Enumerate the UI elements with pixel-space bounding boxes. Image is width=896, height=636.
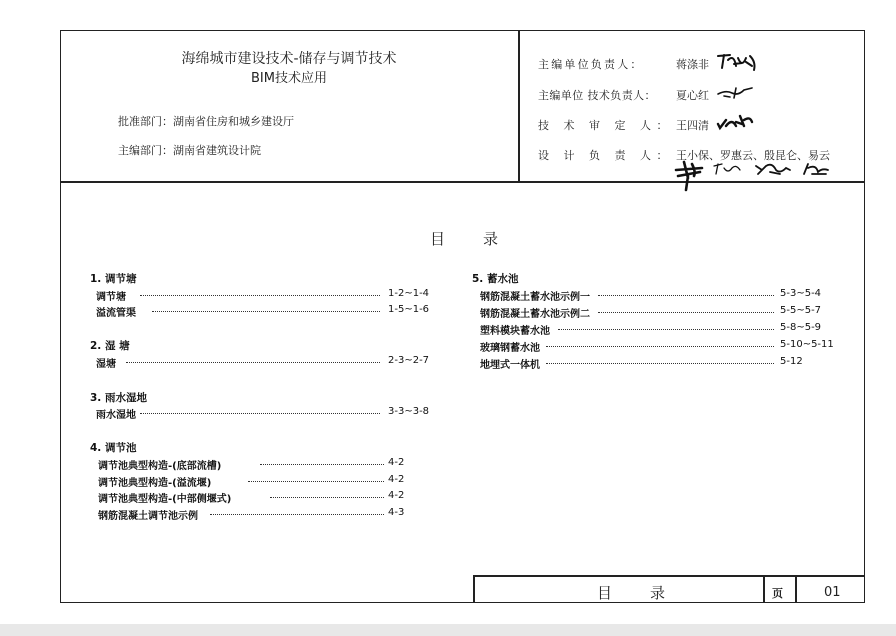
- toc-entry[interactable]: [480, 305, 840, 319]
- resp-label: 主编单位负责人：: [538, 58, 644, 71]
- resp-label: 技 术 审 定 人：: [538, 119, 673, 132]
- resp-name-designer: 王小保、罗惠云、殷昆仑、易云: [676, 149, 830, 162]
- toc-leader-dots: [270, 497, 384, 498]
- toc-leader-dots: [140, 413, 380, 414]
- toc-heading: 目录: [430, 230, 537, 248]
- toc-entry-label: 调节池典型构造-(中部侧堰式): [98, 494, 232, 505]
- toc-entry-label: 雨水湿地: [96, 410, 136, 421]
- title-block-title: 目录: [597, 584, 704, 602]
- toc-entry-pages: 4-3: [388, 507, 405, 518]
- toc-entry-label: 玻璃钢蓄水池: [480, 343, 540, 354]
- toc-entry-pages: 5-8~5-9: [780, 322, 822, 333]
- title-block-page-number: 01: [824, 585, 841, 600]
- toc-entry-pages: 3-3~3-8: [388, 406, 430, 417]
- title-block-divider-1: [763, 575, 765, 603]
- document-title: 海绵城市建设技术-储存与调节技术: [181, 51, 397, 67]
- approval-dept-label: 批准部门：: [118, 115, 173, 128]
- resp-label: 设 计 负 责 人：: [538, 149, 673, 162]
- approval-dept-value: 湖南省住房和城乡建设厅: [173, 115, 294, 128]
- resp-label: 主编单位 技术负责人：: [538, 89, 656, 102]
- toc-entry[interactable]: [480, 339, 840, 353]
- toc-entry-pages: 2-3~2-7: [388, 355, 430, 366]
- toc-section-title: 3. 雨水湿地: [90, 392, 147, 404]
- toc-leader-dots: [140, 295, 380, 296]
- resp-name-reviewer: 王四清: [676, 119, 709, 132]
- toc-entry[interactable]: [98, 507, 418, 521]
- toc-section-title: 2. 湿 塘: [90, 340, 130, 352]
- toc-entry[interactable]: [98, 474, 418, 488]
- toc-entry-label: 溢流管渠: [96, 308, 136, 319]
- toc-entry[interactable]: [96, 288, 436, 302]
- approval-dept: [118, 113, 294, 129]
- title-block-left: [473, 575, 475, 603]
- resp-name-tech-lead: 夏心红: [676, 89, 709, 102]
- toc-entry-pages: 4-2: [388, 474, 405, 485]
- toc-entry-label: 调节池典型构造-(底部流槽): [98, 461, 222, 472]
- toc-leader-dots: [260, 464, 384, 465]
- toc-entry[interactable]: [96, 355, 436, 369]
- toc-entry[interactable]: [98, 457, 418, 471]
- toc-entry[interactable]: [96, 304, 436, 318]
- toc-leader-dots: [546, 346, 774, 347]
- toc-entry-label: 钢筋混凝土调节池示例: [98, 511, 198, 522]
- toc-entry-label: 湿塘: [96, 359, 116, 370]
- toc-entry-pages: 4-2: [388, 457, 405, 468]
- signature-jiang: [716, 52, 760, 72]
- toc-entry-pages: 5-5~5-7: [780, 305, 822, 316]
- toc-entry-pages: 1-2~1-4: [388, 288, 430, 299]
- toc-entry-label: 钢筋混凝土蓄水池示例二: [480, 309, 590, 320]
- toc-leader-dots: [546, 363, 774, 364]
- toc-section-title: 5. 蓄水池: [472, 273, 519, 285]
- toc-entry-pages: 5-10~5-11: [780, 339, 834, 350]
- toc-entry-label: 调节塘: [96, 292, 126, 303]
- resp-row-tech-lead: [538, 87, 656, 103]
- signatures-designers: [672, 158, 848, 192]
- toc-entry-label: 塑料模块蓄水池: [480, 326, 550, 337]
- resp-row-designer: [538, 147, 673, 163]
- toc-entry-pages: 5-3~5-4: [780, 288, 822, 299]
- toc-entry[interactable]: [480, 288, 840, 302]
- bottom-strip: [0, 624, 896, 636]
- toc-entry-pages: 5-12: [780, 356, 803, 367]
- toc-entry-label: 调节池典型构造-(溢流堰): [98, 478, 212, 489]
- editor-dept-value: 湖南省建筑设计院: [173, 144, 261, 157]
- toc-leader-dots: [248, 481, 384, 482]
- toc-entry[interactable]: [480, 356, 840, 370]
- resp-name-chief-editor: 蒋涤非: [676, 58, 709, 71]
- toc-entry-pages: 4-2: [388, 490, 405, 501]
- resp-row-reviewer: [538, 117, 673, 133]
- toc-entry[interactable]: [98, 490, 418, 504]
- toc-entry-label: 钢筋混凝土蓄水池示例一: [480, 292, 590, 303]
- toc-section-title: 1. 调节塘: [90, 273, 137, 285]
- toc-leader-dots: [558, 329, 774, 330]
- toc-leader-dots: [598, 312, 774, 313]
- toc-leader-dots: [152, 311, 380, 312]
- title-block-page-label: 页: [772, 587, 783, 600]
- title-block-top: [473, 575, 865, 577]
- signature-wang: [716, 112, 754, 132]
- toc-entry[interactable]: [480, 322, 840, 336]
- toc-leader-dots: [126, 362, 380, 363]
- header-column-divider: [518, 30, 520, 182]
- toc-entry-label: 地埋式一体机: [480, 360, 540, 371]
- editor-dept: [118, 142, 261, 158]
- editor-dept-label: 主编部门：: [118, 144, 173, 157]
- resp-row-chief-editor: [538, 56, 644, 72]
- toc-section-title: 4. 调节池: [90, 442, 137, 454]
- toc-leader-dots: [598, 295, 774, 296]
- document-subtitle: BIM技术应用: [251, 71, 327, 86]
- signature-xia: [716, 84, 756, 100]
- toc-leader-dots: [210, 514, 384, 515]
- toc-entry-pages: 1-5~1-6: [388, 304, 430, 315]
- toc-entry[interactable]: [96, 406, 436, 420]
- title-block-divider-2: [795, 575, 797, 603]
